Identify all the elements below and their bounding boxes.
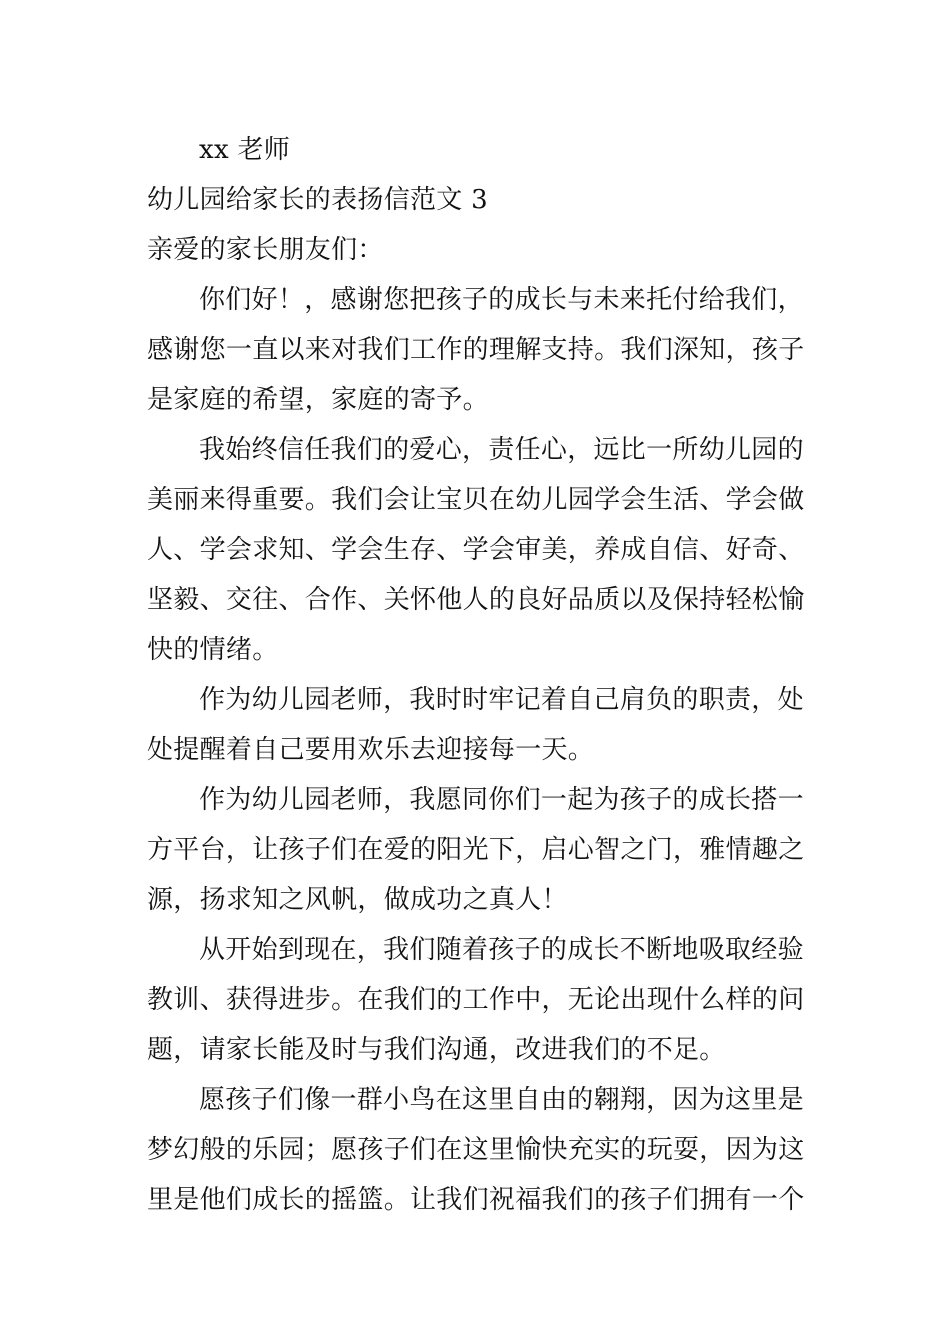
text-line: 快的情绪。: [147, 635, 279, 665]
text-line: 是家庭的希望，家庭的寄予。: [147, 385, 489, 415]
text-line: 里是他们成长的摇篮。让我们祝福我们的孩子们拥有一个: [147, 1185, 805, 1215]
text-line: 坚毅、交往、合作、关怀他人的良好品质以及保持轻松愉: [147, 585, 805, 615]
text-line: 方平台，让孩子们在爱的阳光下，启心智之门，雅情趣之: [147, 835, 805, 865]
text-line: 愿孩子们像一群小鸟在这里自由的翱翔，因为这里是: [199, 1085, 804, 1115]
text-line: 处提醒着自己要用欢乐去迎接每一天。: [147, 735, 595, 765]
text-line: 题，请家长能及时与我们沟通，改进我们的不足。: [147, 1035, 726, 1065]
text-line: 从开始到现在，我们随着孩子的成长不断地吸取经验: [199, 935, 804, 965]
signature: xx 老师: [199, 135, 291, 165]
salutation: 亲爱的家长朋友们：: [147, 235, 384, 265]
text-line: 美丽来得重要。我们会让宝贝在幼儿园学会生活、学会做: [147, 485, 805, 515]
text-line: 你们好！，感谢您把孩子的成长与未来托付给我们，: [199, 285, 804, 315]
text-line: 人、学会求知、学会生存、学会审美，养成自信、好奇、: [147, 535, 805, 565]
text-line: 感谢您一直以来对我们工作的理解支持。我们深知，孩子: [147, 335, 805, 365]
text-line: 教训、获得进步。在我们的工作中，无论出现什么样的问: [147, 985, 805, 1015]
text-line: 梦幻般的乐园；愿孩子们在这里愉快充实的玩耍，因为这: [147, 1135, 805, 1165]
letter-heading: 幼儿园给家长的表扬信范文 3: [147, 185, 489, 215]
text-line: 源，扬求知之风帆，做成功之真人！: [147, 885, 568, 915]
text-line: 我始终信任我们的爱心，责任心，远比一所幼儿园的: [199, 435, 804, 465]
text-line: 作为幼儿园老师，我愿同你们一起为孩子的成长搭一: [199, 785, 804, 815]
text-line: 作为幼儿园老师，我时时牢记着自己肩负的职责，处: [199, 685, 804, 715]
